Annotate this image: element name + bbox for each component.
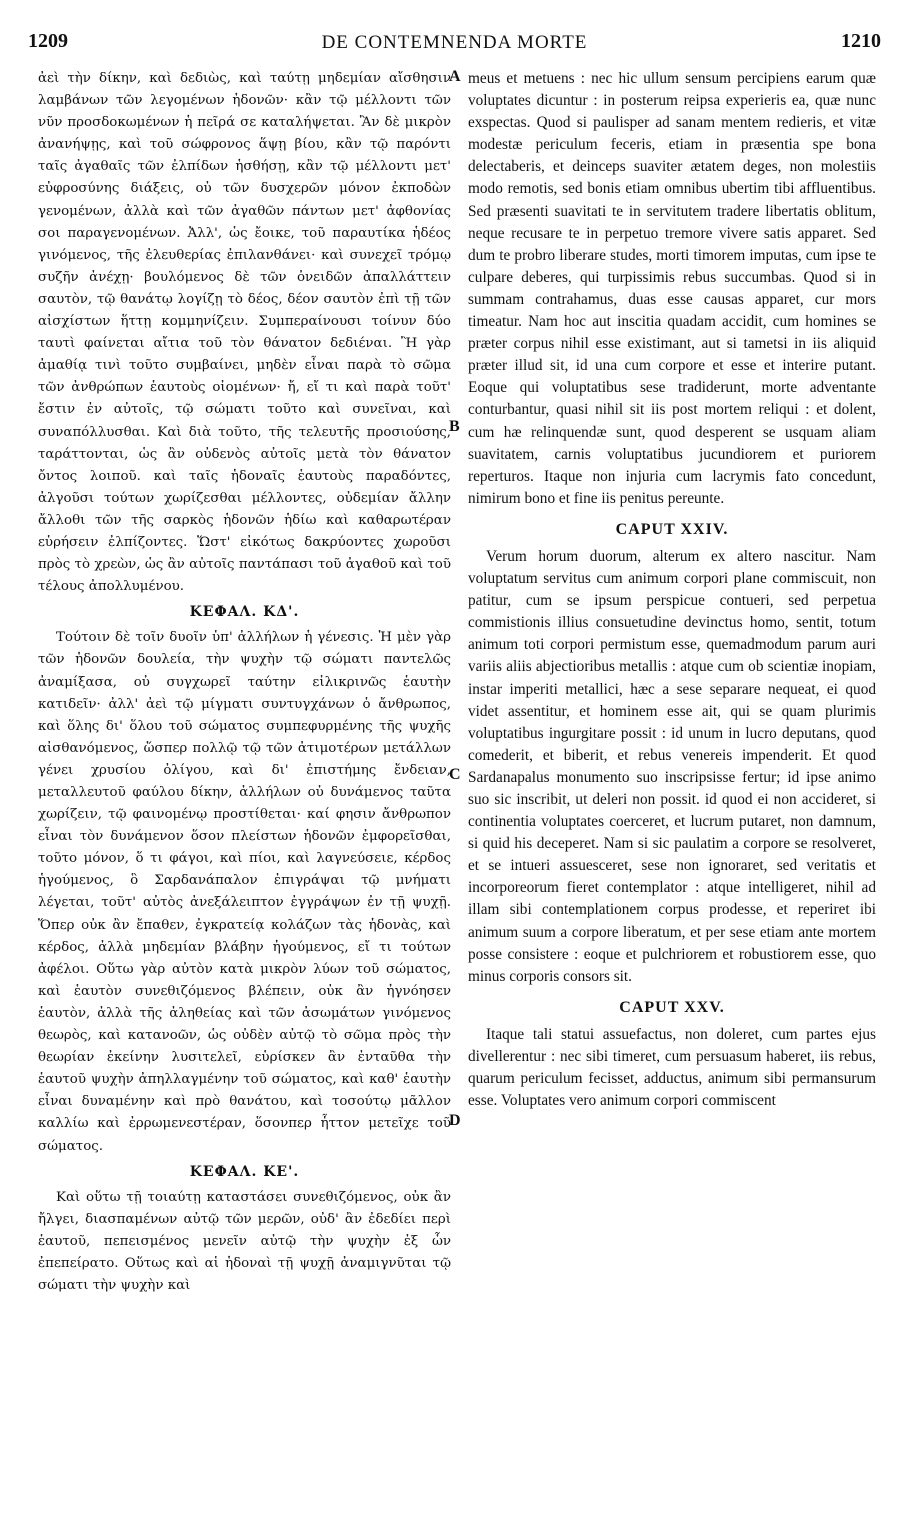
running-header (28, 30, 881, 66)
greek-paragraph: ἀεὶ τὴν δίκην, καὶ δεδιὼς, καὶ ταύτῃ μηδεμίαν αἴσθησιν λαμβάνων τῶν λεγομένων ἡδονῶν· κἂν τῷ μέλλοντι τῶν νῦν προσδοκωμένων ἡ πεῖρά σε καταλήψεται. Ἂν δὲ μικρὸν ἀνανήψῃς, καὶ τοῦ σώφρονος ἅψῃ βίου, κἂν τῷ παρόντι ταῖς ἀγαθαῖς τῶν ἐλπίδων ἡσθήσῃ, κἂν τῷ μέλλοντι μετ' εὐφροσύνης διάξεις, οὐ τῶν δυσχερῶν μόνον ἐκποδὼν γενομένων, ἀλλὰ καὶ τῶν ἀγαθῶν πάντων μετ' ἀφθονίας σοι παραγενομένων. Ἀλλ', ὡς ἔοικε, τοῦ παραυτίκα ἡδέος γινόμενος, τῆς ἐλευθερίας ἐπιλανθάνει· καὶ συνεχεῖ τρόμῳ συζῆν ἀνέχῃ· βουλόμενος δὲ τῶν ὀνειδῶν ἀπαλλάττειν σαυτὸν, τῷ θανάτῳ λογίζῃ τὸ δέος, δέον σαυτὸν ἐπὶ τῇ τῶν αἰσχίστων ἥττῃ κομμηνίζειν. Συμπεραίνουσι τοίνυν δύο ταυτὶ φαίνεται αἴτια τοῦ τὸν θάνατον δεδιέναι. Ἢ γὰρ ἀμαθίᾳ τινὶ τοῦτο συμβαίνει, μηδὲν εἶναι παρὰ τὸ σῶμα τῶν ἀνθρώπων ἑαυτοὺς οἰομένων· ἤ, εἴ τι καὶ παρὰ τοῦτ' ἔστιν ἐν αὐτοῖς, τῷ σώματι τοῦτο καὶ συνεῖναι, καὶ συναπόλλυσθαι. Καὶ διὰ τοῦτο, τῆς τελευτῆς προσιούσης, ταράττονται, ὡς ἂν οὐδενὸς αὐτοῖς μετὰ τὸν θάνατον ὄντος λοιποῦ. καὶ ταῖς ἡδοναῖς ἑαυτοὺς παραδόντες, ἀλγοῦσι τούτων χωρίζεσθαι μέλλοντες, οὐδεμίαν ἄλλην ἄλλοθι τῶν τῆς σαρκὸς ἡδονῶν ἡδίω καὶ καθαρωτέραν εὑρήσειν ἐλπίζοντες. Ὥστ' εἰκότως δακρύοντες χωροῦσι πρὸς τὸ χρεὼν, ὡς ἂν αὐτοῖς παντάπασι τοῦ ἀγαθοῦ καὶ τοῦ τέλους ἀπολλυμένου. (38, 71, 451, 595)
greek-chapter-heading: ΚΕΦΑΛ. ΚΕ'. (189, 1163, 300, 1180)
latin-paragraph: Verum horum duorum, alterum ex altero nascitur. Nam voluptatum servitus cum animum corpori plane commiscuit, non patitur, cum se ipsum perspicue contueri, sed perpetua commistionis illius consuetudine devinctus homo, sentit, totum animum toti corpori permistum esse, quemadmodum parum auri variis aliis abjectioribus metallis : atque cum ob scientiæ inopiam, instar imperiti metallici, hæc a sese separare nequeat, ei quod videt assentitur, et hominem esse ait, qui se quam plurimis voluptatibus ingurgitare possit : id unum in lucro deputans, quod comederit, et biberit, et rebus venereis impenderit. Et quod Sardanapalus monumento suo inscripsisse fertur; id ipse animo suo sic inscribit, ut deleri non possit. id quod ei non accideret, si continentia voluptates coerceret, et lucrum putaret, non damnum, si quid his deceperet. Nam si sic paulatim a corpore se resolveret, et se intueri assuesceret, sese non ignoraret, sed veritatis et incorporeorum fieret contemplator : atque intelligeret, nihil ad illam sibi contemplationem corpus prodesse, et reperiret ibi animum suum a corpore liberatum, et per sese etiam ante mortem posse consistere : eoque et pulchriorem et robustiorem esse, quo minus corporis consors sit. (468, 547, 876, 985)
greek-paragraph: Καὶ οὕτω τῇ τοιαύτῃ καταστάσει συνεθιζόμενος, οὐκ ἂν ἤλγει, διασπαμένων αὐτῷ τῶν μερῶν, οὐδ' ἂν ἐδεδίει περὶ ἑαυτοῦ, πεπεισμένος μενεῖν αὐτῷ τὴν ψυχὴν ἐξ ὧν ἐπεπείρατο. Οὕτως καὶ αἱ ἡδοναὶ τῇ ψυχῇ ἀναμιγνῦται τῷ σώματι τὴν ψυχὴν καὶ (38, 1189, 451, 1294)
greek-paragraph: Τούτοιν δὲ τοῖν δυοῖν ὑπ' ἀλλήλων ἡ γένεσις. Ἡ μὲν γὰρ τῶν ἡδονῶν δουλεία, τὴν ψυχὴν τῷ σώματι παντελῶς ἀναμίξασα, οὐ συγχωρεῖ ταύτην εἰλικρινῶς ἑαυτὴν κατιδεῖν· ἀλλ' ἀεὶ τῷ μίγματι συντυγχάνων ὁ ἄνθρωπος, καὶ ὅλης δι' ὅλου τοῦ σώματος συμπεφυρμένης τῆς ψυχῆς αἰσθανόμενος, ὥσπερ πολλῷ τῷ τῶν ἀτιμοτέρων μετάλλων γένει χρυσίου ὀλίγου, καὶ δι' ἐπιστήμης ἔνδειαν, μεταλλευτοῦ φαύλου δίκην, ἀλλήλων οὐ δυνάμενος ταῦτα χωρίζειν, τῷ φαινομένῳ προστίθεται· καί φησιν ἄνθρωπον εἶναι τὸν δυνάμενον ὅσον πλείστων ἡδονῶν ἐμφορεῖσθαι, τοῦτο μόνον, ὅ τι φάγοι, καὶ πίοι, καὶ λαγνεύσειε, κέρδος ἡγούμενος, ὃ Σαρδανάπαλον ἐπιγράψαι τῷ μνήματι λέγεται, τοῦτ' αὐτὸς ἀνεξάλειπτον ἐγγράψων ἐν τῇ ψυχῇ. Ὅπερ οὐκ ἂν ἔπαθεν, ἐγκρατείᾳ κολάζων τὰς ἡδονὰς, καὶ κέρδος, ἀλλὰ μηδεμίαν βλάβην ἡγούμενος, εἴ τι τούτων ἀφέλοι. Οὕτω γὰρ αὐτὸν κατὰ μικρὸν λύων τοῦ σώματος, καὶ ἑαυτὸν συνεθιζόμενος βλέπειν, οὐκ ἂν ἠγνόησεν ἑαυτὸν, ἀλλὰ τῆς ἀληθείας καὶ τῶν ἀσωμάτων γινόμενος θεωρὸς, καὶ κατανοῶν, ὡς οὐδὲν αὐτῷ τὸ σῶμα πρὸς τὴν θεωρίαν ἐκείνην λυσιτελεῖ, εὑρίσκεν ἂν ἐνταῦθα τὴν ἑαυτοῦ ψυχὴν ἀπηλλαγμένην τοῦ σώματος, καὶ καθ' ἑαυτὴν εἶναι δυναμένην καὶ πρὸ θανάτου, καὶ τοσούτῳ μᾶλλον καλλίω καὶ ἐρρωμενεστέραν, ὅσονπερ ἧττον μετεῖχε τοῦ σώματος. (38, 630, 451, 1154)
running-title: DE CONTEMNENDA MORTE (321, 32, 588, 53)
greek-column (38, 68, 451, 1297)
section-marker-d: D (449, 1112, 461, 1129)
section-marker-a: A (449, 68, 461, 85)
latin-paragraph: Itaque tali statui assuefactus, non doleret, cum partes ejus divellerentur : nec sibi timeret, cum persuasum haberet, iis rebus, quarum periculum fecisset, adductus, animum sibi permansurum esse. Voluptates vero animum corpori commiscent (468, 1025, 876, 1110)
section-marker-b: B (449, 418, 460, 435)
latin-paragraph: meus et metuens : nec hic ullum sensum percipiens earum quæ voluptates dicuntur : in posterum reipsa experieris ea, quæ nunc exspectas. Quod si paulisper ad sanam mentem redieris, et vitæ modestæ periculum feceris, etiam in præsentia spe bona delectaberis, et deinceps suaviter ætatem deges, non molestiis modo remotis, sed bonis etiam omnibus ubertim tibi affluentibus. Sed præsenti suavitati te in servitutem tradere libertatis oblitum, neque recusare te in perpetuo tremore vivere satis apparet. Sed dum te probro liberare studes, morti timorem imputas, cum ipse te culpare deberes, qui turpissimis rebus succumbas. Quod si in summam contrahamus, duas esse causas apparet, cur mors timeatur. Nam hoc aut inscitia quadam accidit, cum homines se præter corpus nihil esse existimant, aut si tametsi in iis aliquid præter illud sit, id una cum corpore et esse et interire putant. Eoque qui voluptatibus sese tradiderunt, morte adventante conturbantur, quasi nihil sit iis post mortem reliqui : et dolent, cum hæ relinquendæ sunt, quod desperent se usquam aliam suavitatem, carnis voluptatibus jucundiorem et puriorem reperturos. Itaque non injuria cum lacrymis fato concedunt, nimirum bono et fine iis penitus pereunte. (468, 70, 876, 507)
page-number-left: 1209 (28, 30, 68, 52)
latin-column (468, 68, 876, 1112)
page-number-right: 1210 (841, 30, 881, 52)
section-marker-c: C (449, 766, 461, 783)
latin-chapter-heading: CAPUT XXV. (619, 998, 725, 1016)
latin-chapter-heading: CAPUT XXIV. (615, 520, 729, 538)
greek-chapter-heading: ΚΕΦΑΛ. ΚΔ'. (189, 604, 300, 621)
